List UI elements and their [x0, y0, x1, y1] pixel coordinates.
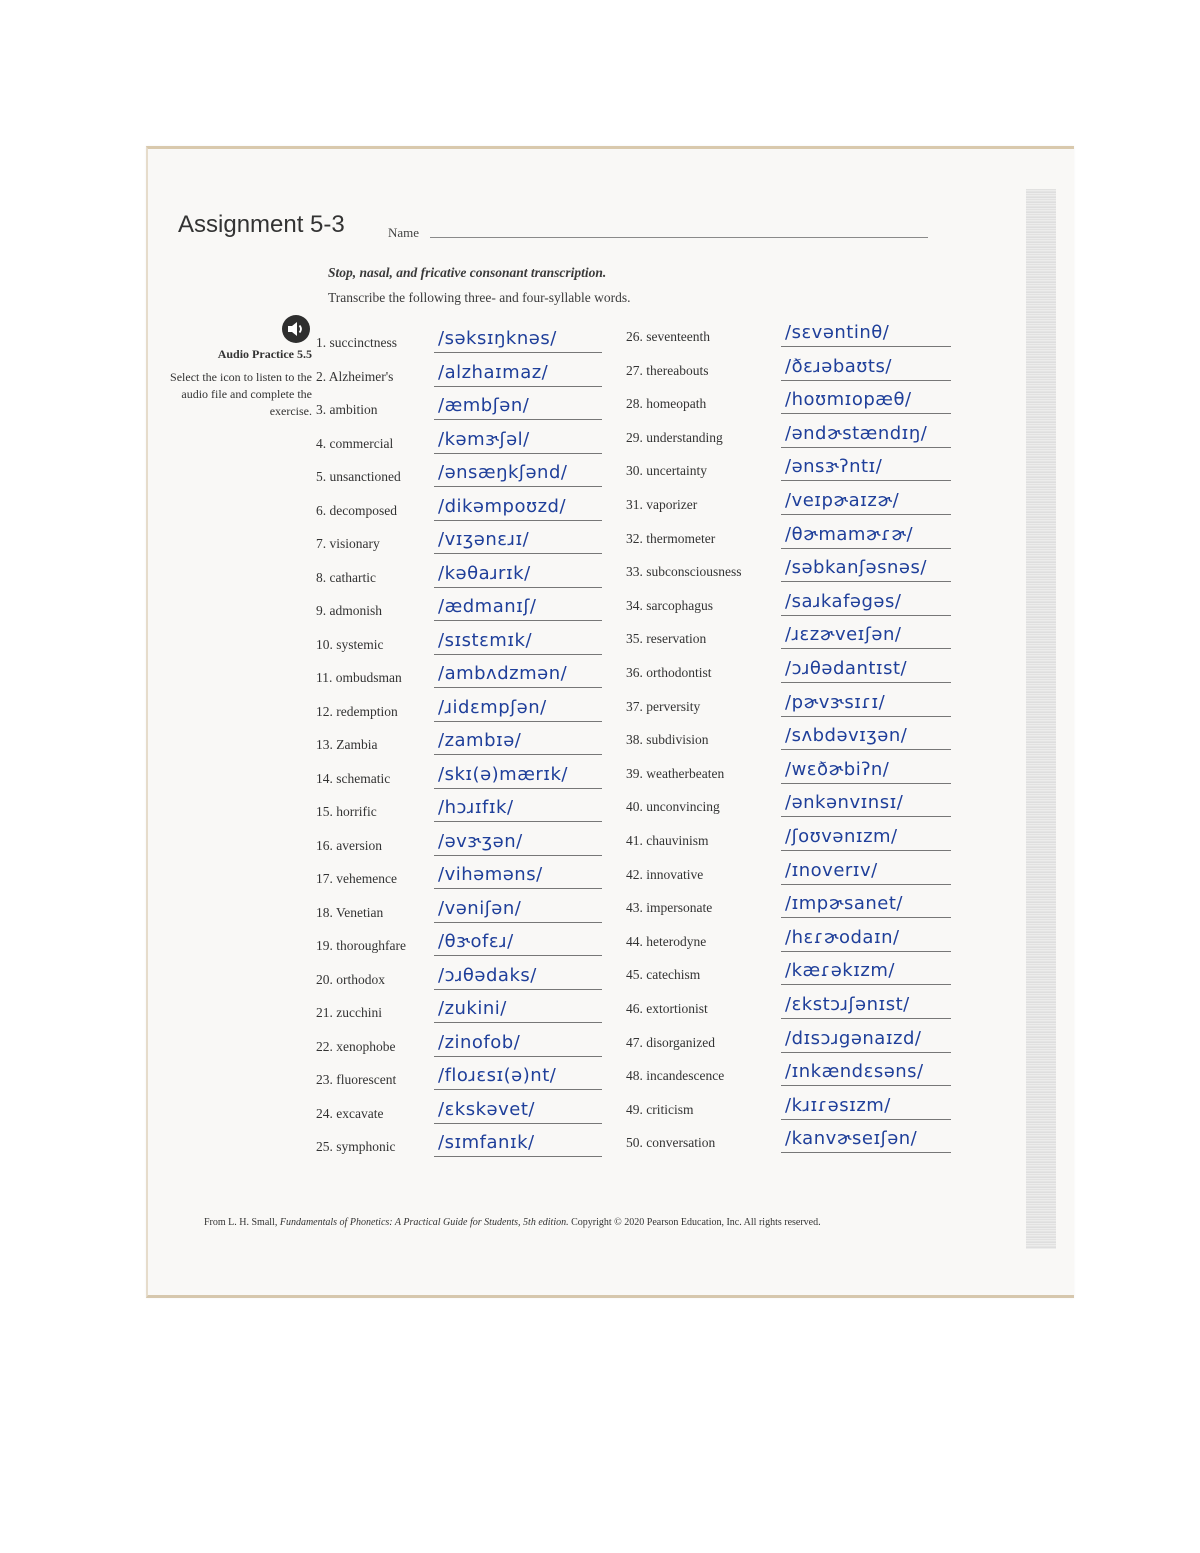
word-label: 15. horrific: [316, 804, 377, 819]
handwritten-transcription[interactable]: /kɹɪɾəsɪzm/: [785, 1094, 891, 1116]
word-row: [626, 924, 976, 954]
section-heading: Stop, nasal, and fricative consonant transcription.: [328, 265, 607, 280]
answer-line: [434, 453, 602, 454]
handwritten-transcription[interactable]: /sʌbdəvɪʒən/: [785, 725, 908, 747]
word-label: 17. vehemence: [316, 871, 397, 886]
name-field[interactable]: [430, 237, 928, 238]
word-row: [626, 1125, 976, 1155]
word-row: [316, 1029, 606, 1059]
word-row: [626, 386, 976, 416]
word-label: 2. Alzheimer's: [316, 368, 394, 384]
word-label: 26. seventeenth: [626, 329, 710, 344]
handwritten-transcription[interactable]: /dɪsɔɹgənaɪzd/: [785, 1027, 922, 1049]
word-row: [626, 957, 976, 987]
word-row: [316, 828, 606, 858]
answer-line: [781, 447, 951, 448]
word-label: 40. unconvincing: [626, 799, 720, 815]
answer-line: [781, 816, 951, 817]
word-row: [316, 526, 606, 556]
answer-line: [434, 821, 602, 822]
word-row: [316, 861, 606, 891]
word-row: [626, 689, 976, 719]
handwritten-transcription[interactable]: /ɪnoverɪv/: [785, 859, 878, 881]
word-label: 33. subconsciousness: [626, 564, 742, 580]
handwritten-transcription[interactable]: /ɛkstɔɹʃənɪst/: [785, 994, 910, 1015]
word-row: [626, 420, 976, 450]
answer-line: [781, 884, 951, 885]
answer-line: [434, 1056, 602, 1057]
word-label: 34. sarcophagus: [626, 597, 713, 613]
word-row: [316, 392, 606, 422]
word-label: 37. perversity: [626, 698, 701, 714]
handwritten-transcription[interactable]: /kəθaɹrɪk/: [438, 562, 531, 584]
answer-line: [781, 480, 951, 481]
answer-line: [781, 716, 951, 717]
answer-line: [434, 1123, 602, 1124]
word-row: [626, 655, 976, 685]
word-label: 45. catechism: [626, 967, 701, 983]
word-label: 16. aversion: [316, 837, 382, 853]
handwritten-transcription[interactable]: /ɪnkændɛsəns/: [785, 1061, 924, 1083]
answer-line: [781, 1119, 951, 1120]
handwritten-transcription[interactable]: /ənsɝʔntɪ/: [785, 456, 883, 478]
word-label: 38. subdivision: [626, 732, 709, 748]
word-row: [316, 995, 606, 1025]
word-row: [626, 521, 976, 551]
handwritten-transcription[interactable]: /səksɪŋknəs/: [438, 328, 557, 349]
word-label: 41. chauvinism: [626, 833, 709, 848]
word-row: [316, 962, 606, 992]
handwritten-transcription[interactable]: /floɹɛsɪ(ə)nt/: [438, 1065, 557, 1086]
word-label: 43. impersonate: [626, 900, 713, 916]
handwritten-transcription[interactable]: /ædmanɪʃ/: [438, 596, 537, 617]
word-label: 9. admonish: [316, 603, 382, 618]
word-label: 14. schematic: [316, 770, 391, 786]
word-row: [316, 928, 606, 958]
audio-practice-title: Audio Practice 5.5: [217, 347, 312, 361]
word-row: [626, 756, 976, 786]
word-row: [316, 359, 606, 389]
word-label: 35. reservation: [626, 631, 707, 647]
word-label: 23. fluorescent: [316, 1072, 397, 1087]
answer-line: [434, 352, 602, 353]
handwritten-transcription[interactable]: /ambʌdzmən/: [438, 663, 568, 684]
handwritten-transcription[interactable]: /ʃoʊvənɪzm/: [785, 826, 898, 847]
handwritten-transcription[interactable]: /veɪpɚaɪzɚ/: [785, 490, 900, 511]
answer-line: [434, 955, 602, 956]
answer-line: [781, 1152, 951, 1153]
handwritten-transcription[interactable]: /hɔɹɪfɪk/: [438, 797, 514, 818]
answer-line: [781, 548, 951, 549]
handwritten-transcription[interactable]: /sɛvəntinθ/: [785, 322, 890, 343]
answer-line: [781, 380, 951, 381]
word-row: [626, 453, 976, 483]
answer-line: [781, 984, 951, 985]
word-label: 31. vaporizer: [626, 497, 698, 512]
word-row: [316, 493, 606, 523]
handwritten-transcription[interactable]: /ənsæŋkʃənd/: [438, 462, 568, 483]
word-row: [316, 426, 606, 456]
word-row: [316, 459, 606, 489]
handwritten-transcription[interactable]: /kəmɝʃəl/: [438, 428, 530, 450]
word-row: [626, 1058, 976, 1088]
answer-line: [434, 386, 602, 387]
footer-book-title: Fundamentals of Phonetics: A Practical Guide for Students, 5th edition.: [279, 1217, 569, 1228]
handwritten-transcription[interactable]: /ɪmpɚsanet/: [785, 893, 903, 915]
answer-line: [781, 749, 951, 750]
word-row: [626, 554, 976, 584]
word-row: [626, 1092, 976, 1122]
handwritten-transcription[interactable]: /kanvɚseɪʃən/: [785, 1128, 918, 1150]
word-label: 24. excavate: [316, 1105, 384, 1121]
word-label: 44. heterodyne: [626, 933, 707, 949]
word-label: 1. succinctness: [316, 335, 397, 350]
answer-line: [434, 553, 602, 554]
answer-line: [434, 687, 602, 688]
word-row: [626, 353, 976, 383]
word-row: [316, 560, 606, 590]
handwritten-transcription[interactable]: /sɪmfanɪk/: [438, 1132, 535, 1153]
word-label: 22. xenophobe: [316, 1038, 396, 1054]
word-row: [626, 823, 976, 853]
word-label: 25. symphonic: [316, 1139, 396, 1154]
answer-line: [434, 1022, 602, 1023]
handwritten-transcription[interactable]: /vihəməns/: [438, 864, 543, 885]
scan-edge-artifact: [1026, 189, 1056, 1249]
handwritten-transcription[interactable]: /hɛɾɚodaɪn/: [785, 926, 900, 948]
word-label: 32. thermometer: [626, 530, 716, 546]
speaker-icon[interactable]: [282, 315, 310, 343]
answer-line: [781, 413, 951, 414]
handwritten-transcription[interactable]: /ɛkskəvet/: [438, 1098, 535, 1120]
word-row: [316, 895, 606, 925]
word-label: 12. redemption: [316, 703, 398, 719]
answer-line: [781, 514, 951, 515]
word-label: 20. orthodox: [316, 971, 385, 987]
handwritten-transcription[interactable]: /pɚvɝsɪɾɪ/: [785, 691, 886, 713]
handwritten-transcription[interactable]: /ɹɛzɚveɪʃən/: [785, 624, 902, 646]
handwritten-transcription[interactable]: /ɹidɛmpʃən/: [438, 696, 547, 718]
word-row: [316, 727, 606, 757]
answer-line: [781, 1018, 951, 1019]
word-label: 19. thoroughfare: [316, 938, 406, 953]
handwritten-transcription[interactable]: /ɔɹθədaks/: [438, 964, 537, 986]
word-label: 27. thereabouts: [626, 362, 709, 378]
handwritten-transcription[interactable]: /əndɚstændɪŋ/: [785, 422, 928, 444]
word-row: [316, 627, 606, 657]
answer-line: [434, 620, 602, 621]
answer-line: [781, 917, 951, 918]
answer-line: [781, 951, 951, 952]
answer-line: [781, 1052, 951, 1053]
worksheet-page: [146, 146, 1074, 1298]
word-row: [626, 890, 976, 920]
answer-line: [434, 1156, 602, 1157]
answer-line: [434, 754, 602, 755]
word-label: 47. disorganized: [626, 1034, 715, 1050]
word-label: 49. criticism: [626, 1101, 694, 1117]
word-label: 10. systemic: [316, 636, 384, 652]
word-row: [316, 761, 606, 791]
word-label: 28. homeopath: [626, 396, 707, 412]
handwritten-transcription[interactable]: /hoʊmɪopæθ/: [785, 389, 912, 411]
word-label: 29. understanding: [626, 429, 723, 445]
word-label: 3. ambition: [316, 402, 378, 417]
word-row: [316, 325, 606, 355]
word-label: 36. orthodontist: [626, 665, 712, 680]
word-label: 8. cathartic: [316, 569, 376, 585]
handwritten-transcription[interactable]: /ɔɹθədantɪst/: [785, 658, 908, 679]
word-label: 11. ombudsman: [316, 670, 402, 685]
word-label: 46. extortionist: [626, 1001, 708, 1016]
handwritten-transcription[interactable]: /skɪ(ə)mærɪk/: [438, 763, 568, 785]
word-label: 7. visionary: [316, 536, 380, 551]
word-row: [316, 1062, 606, 1092]
word-label: 48. incandescence: [626, 1068, 725, 1084]
answer-line: [781, 850, 951, 851]
word-row: [626, 487, 976, 517]
handwritten-transcription[interactable]: /zambɪə/: [438, 730, 522, 751]
word-row: [316, 1129, 606, 1159]
answer-line: [434, 888, 602, 889]
answer-line: [781, 783, 951, 784]
answer-line: [434, 788, 602, 789]
answer-line: [434, 922, 602, 923]
section-instruction: Transcribe the following three- and four-syllable words.: [328, 290, 631, 305]
answer-line: [434, 587, 602, 588]
word-label: 50. conversation: [626, 1135, 716, 1151]
audio-practice-instructions: Select the icon to listen to the audio file and complete the exercise.: [170, 370, 312, 418]
word-row: [316, 593, 606, 623]
word-row: [626, 621, 976, 651]
answer-line: [434, 419, 602, 420]
answer-line: [781, 1085, 951, 1086]
handwritten-transcription[interactable]: /zukini/: [438, 998, 507, 1019]
handwritten-transcription[interactable]: /vɪʒənɛɹɪ/: [438, 529, 530, 550]
word-label: 6. decomposed: [316, 502, 397, 518]
answer-line: [434, 520, 602, 521]
answer-line: [781, 581, 951, 582]
word-row: [626, 588, 976, 618]
handwritten-transcription[interactable]: /θɝofɛɹ/: [438, 931, 514, 952]
word-row: [626, 857, 976, 887]
handwritten-transcription[interactable]: /alzhaɪmaz/: [438, 361, 549, 383]
answer-line: [781, 682, 951, 683]
copyright-footer: [204, 1217, 1024, 1228]
assignment-title: Assignment 5-3: [178, 211, 345, 238]
answer-line: [434, 855, 602, 856]
word-row: [626, 1025, 976, 1055]
name-label: Name: [388, 225, 420, 240]
handwritten-transcription[interactable]: /θɚmamɚɾɚ/: [785, 523, 914, 545]
word-label: 4. commercial: [316, 435, 394, 451]
word-label: 30. uncertainty: [626, 463, 707, 479]
word-row: [316, 794, 606, 824]
handwritten-transcription[interactable]: /dikəmpoʊzd/: [438, 495, 567, 517]
word-label: 5. unsanctioned: [316, 469, 401, 484]
answer-line: [434, 989, 602, 990]
footer-suffix: Copyright © 2020 Pearson Education, Inc. All rights reserved.: [568, 1217, 821, 1228]
word-label: 39. weatherbeaten: [626, 765, 725, 781]
word-label: 13. Zambia: [316, 737, 378, 752]
answer-line: [434, 721, 602, 722]
handwritten-transcription[interactable]: /zinofob/: [438, 1031, 521, 1053]
handwritten-transcription[interactable]: /ðɛɹəbaʊts/: [785, 355, 892, 377]
word-label: 18. Venetian: [316, 904, 384, 920]
answer-line: [434, 654, 602, 655]
answer-line: [781, 346, 951, 347]
handwritten-transcription[interactable]: /vəniʃən/: [438, 897, 522, 919]
answer-line: [434, 486, 602, 487]
handwritten-transcription[interactable]: /wɛðɚbiʔn/: [785, 758, 890, 780]
word-row: [626, 319, 976, 349]
handwritten-transcription[interactable]: /səbkanʃəsnəs/: [785, 557, 927, 579]
word-label: 21. zucchini: [316, 1005, 382, 1020]
answer-line: [781, 648, 951, 649]
handwritten-transcription[interactable]: /əvɝʒən/: [438, 830, 523, 852]
word-row: [626, 991, 976, 1021]
handwritten-transcription[interactable]: /saɹkafəgəs/: [785, 590, 902, 612]
word-row: [316, 1096, 606, 1126]
handwritten-transcription[interactable]: /sɪstɛmɪk/: [438, 629, 533, 651]
answer-line: [781, 615, 951, 616]
word-label: 42. innovative: [626, 866, 704, 882]
footer-prefix: From L. H. Small,: [204, 1217, 280, 1228]
handwritten-transcription[interactable]: /kæɾəkɪzm/: [785, 960, 895, 982]
answer-line: [434, 1089, 602, 1090]
word-row: [626, 789, 976, 819]
handwritten-transcription[interactable]: /ənkənvɪnsɪ/: [785, 792, 904, 814]
handwritten-transcription[interactable]: /æmbʃən/: [438, 395, 530, 416]
word-row: [626, 722, 976, 752]
word-row: [316, 694, 606, 724]
word-row: [316, 660, 606, 690]
